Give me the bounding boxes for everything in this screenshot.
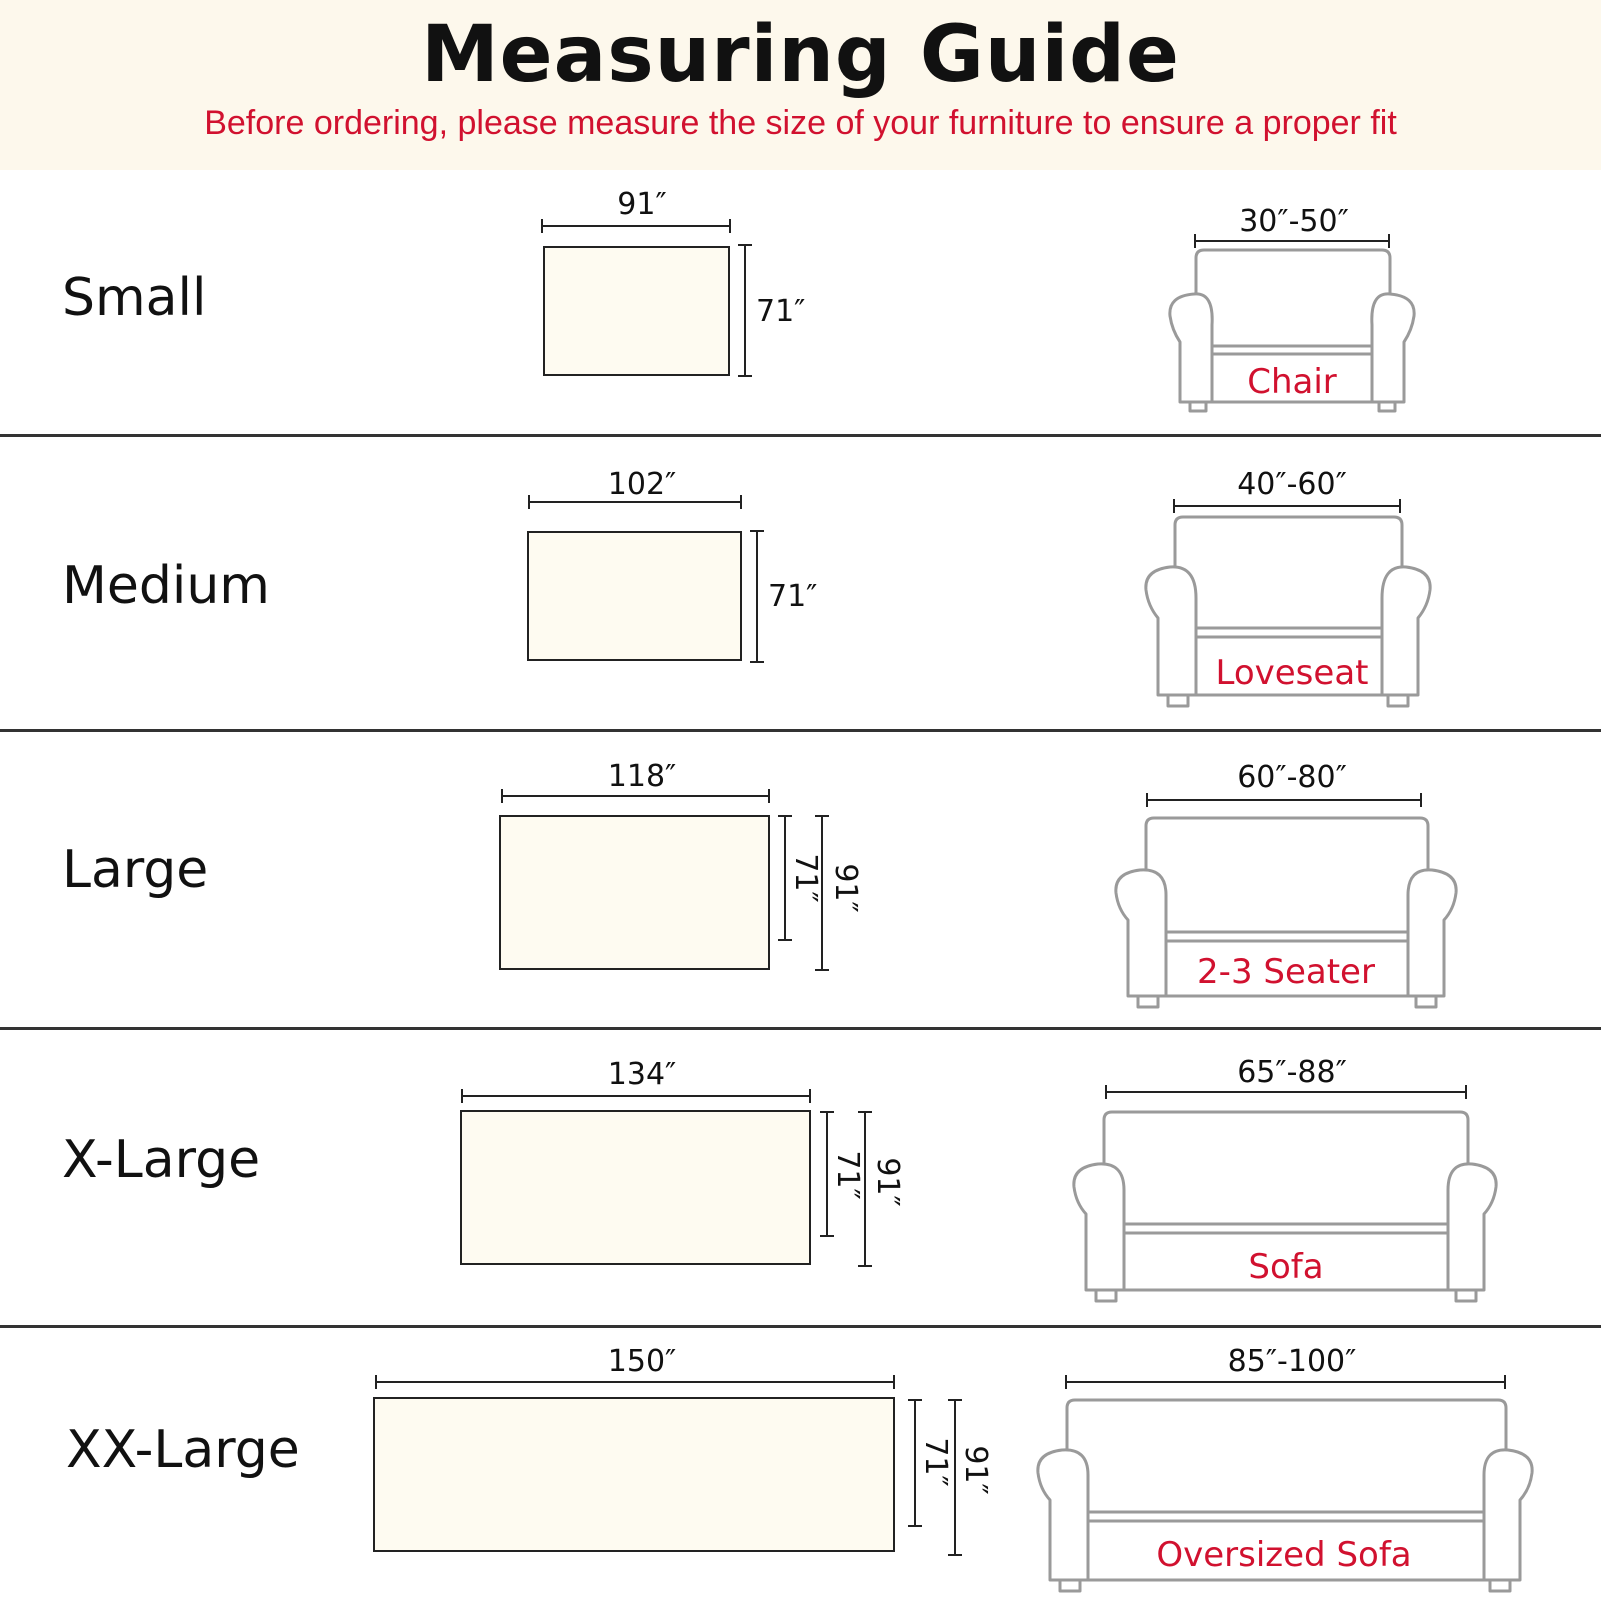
- cover-diagram-x-large: [461, 1089, 872, 1266]
- cover-diagram-large: [500, 789, 829, 970]
- cover-diagram-small: [542, 219, 752, 376]
- furniture-type-label: Chair: [1247, 362, 1337, 402]
- page-title: Measuring Guide: [421, 10, 1180, 100]
- size-label-x-large: X-Large: [62, 1130, 261, 1190]
- cover-width-label: 134″: [607, 1057, 677, 1092]
- cover-rect-small: [544, 247, 729, 375]
- furniture-width-label: 40″-60″: [1237, 467, 1347, 502]
- size-label-xx-large: XX-Large: [66, 1420, 300, 1480]
- furniture-type-label: Sofa: [1248, 1247, 1324, 1287]
- size-label-small: Small: [62, 268, 207, 328]
- cover-height-label: 71″: [756, 294, 806, 329]
- cover-width-label: 118″: [607, 759, 677, 794]
- furniture-width-label: 65″-88″: [1237, 1055, 1347, 1090]
- furniture-type-label: Oversized Sofa: [1156, 1535, 1412, 1575]
- size-label-medium: Medium: [62, 556, 270, 616]
- cover-height-label: 91″: [870, 1157, 905, 1207]
- page-subtitle: Before ordering, please measure the size of your furniture to ensure a proper fit: [204, 104, 1397, 142]
- cover-width-label: 150″: [607, 1344, 677, 1379]
- cover-width-label: 91″: [617, 187, 667, 222]
- cover-height-label: 91″: [958, 1445, 993, 1495]
- cover-rect-x-large: [461, 1111, 810, 1264]
- furniture-type-label: Loveseat: [1215, 653, 1369, 693]
- cover-height-label: 71″: [830, 1150, 865, 1200]
- cover-rect-large: [500, 816, 769, 969]
- furniture-width-label: 85″-100″: [1227, 1344, 1357, 1379]
- cover-diagram-medium: [528, 495, 764, 662]
- cover-height-label: 71″: [768, 579, 818, 614]
- furniture-width-label: 30″-50″: [1239, 204, 1349, 239]
- furniture-type-label: 2-3 Seater: [1197, 952, 1375, 992]
- cover-height-label: 71″: [918, 1437, 953, 1487]
- size-label-large: Large: [62, 840, 209, 900]
- cover-rect-xx-large: [374, 1398, 894, 1551]
- cover-width-label: 102″: [607, 467, 677, 502]
- furniture-width-label: 60″-80″: [1237, 760, 1347, 795]
- cover-rect-medium: [528, 532, 741, 660]
- cover-diagram-xx-large: [374, 1375, 962, 1555]
- cover-height-label: 91″: [828, 863, 863, 913]
- cover-height-label: 71″: [788, 853, 823, 903]
